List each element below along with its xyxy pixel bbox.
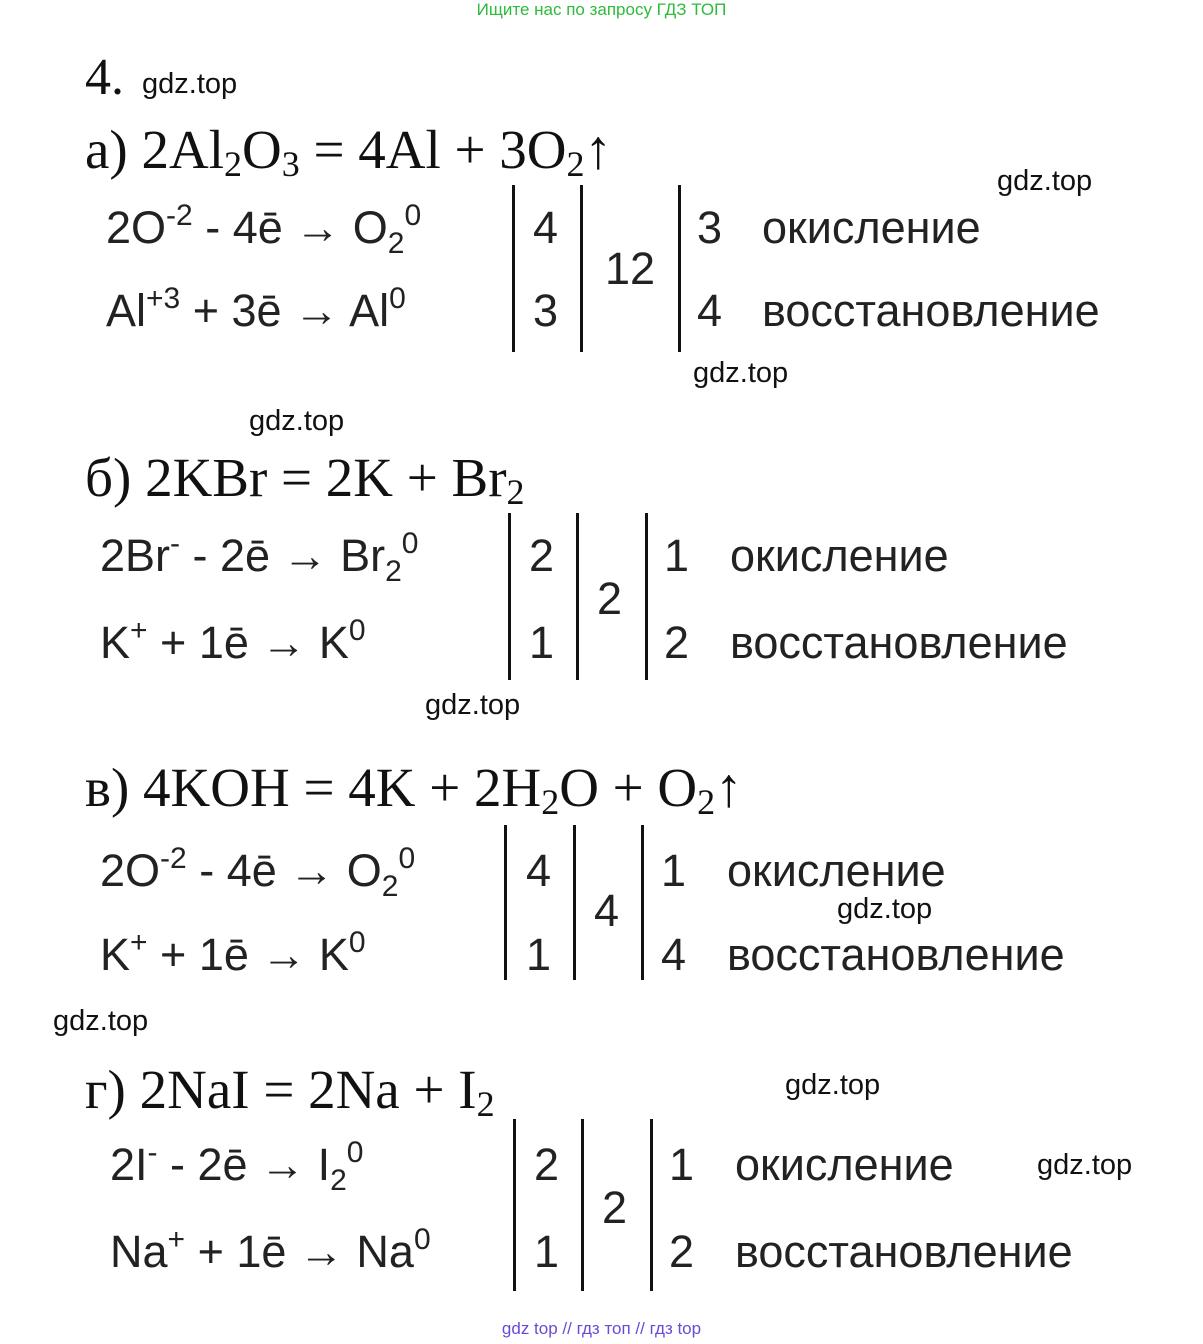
- oxidation-label: окисление: [730, 530, 949, 581]
- balance-divider: [581, 1119, 584, 1291]
- electrons-oxidation: 2: [529, 530, 555, 581]
- reaction-c-equation: в) $4KOH = 4K + 2H_2O$ + $O_2↑$: [85, 757, 743, 822]
- balance-divider: [641, 825, 644, 980]
- balance-divider: [512, 185, 515, 352]
- electrons-oxidation: 4: [533, 202, 559, 253]
- reduction-label: восстановление: [735, 1226, 1073, 1277]
- electrons-reduction: 1: [529, 617, 555, 668]
- reaction-d-reduction-half: Na+ + 1ē → $Na^0$: [110, 1223, 431, 1277]
- balance-divider: [645, 513, 648, 680]
- electrons-reduction: 1: [534, 1226, 560, 1277]
- reaction-b-oxidation-half: 2Br- - 2ē → $Br_2^0$: [100, 527, 419, 588]
- watermark: gdz.top: [1037, 1149, 1133, 1181]
- balance-divider: [508, 513, 511, 680]
- least-common-multiple: 2: [597, 573, 623, 624]
- least-common-multiple: 4: [594, 885, 620, 936]
- balance-divider: [580, 185, 583, 352]
- reduction-label: восстановление: [730, 617, 1068, 668]
- electrons-oxidation: 2: [534, 1139, 560, 1190]
- reaction-b-reduction-half: K+ + 1ē → $K^0$: [100, 614, 366, 668]
- reaction-a-oxidation-half: $2O^{-2}$ - 4ē → $O_2^0$: [106, 199, 422, 260]
- coefficient-oxidation: 1: [669, 1139, 695, 1190]
- watermark: gdz.top: [249, 405, 345, 437]
- coefficient-reduction: 2: [664, 617, 690, 668]
- watermark: gdz.top: [693, 357, 789, 389]
- oxidation-label: окисление: [735, 1139, 954, 1190]
- coefficient-oxidation: 1: [664, 530, 690, 581]
- electrons-oxidation: 4: [526, 845, 552, 896]
- reaction-d-equation: г) $2NaI = 2Na + I_2$: [85, 1059, 495, 1124]
- reaction-a-reduction-half: $Al^{+3}$ + 3ē → $Al^0$: [106, 282, 406, 336]
- watermark: gdz.top: [785, 1069, 881, 1101]
- coefficient-reduction: 4: [661, 929, 687, 980]
- watermark: gdz.top: [142, 68, 238, 100]
- watermark: gdz.top: [837, 893, 933, 925]
- electrons-reduction: 3: [533, 285, 559, 336]
- coefficient-oxidation: 3: [697, 202, 723, 253]
- reaction-c-reduction-half: K+ + 1ē → $K^0$: [100, 926, 366, 980]
- coefficient-reduction: 4: [697, 285, 723, 336]
- electrons-reduction: 1: [526, 929, 552, 980]
- reaction-b-equation: б) $2KBr = 2K + Br_2$: [85, 447, 525, 512]
- balance-divider: [678, 185, 681, 352]
- task-number: 4.: [85, 49, 124, 106]
- reaction-a-equation: а) $2Al_2O_3 = 4Al$ + $3O_2↑$: [85, 119, 612, 184]
- bottom-banner: gdz top // гдз топ // гдз top: [501, 1319, 702, 1338]
- oxidation-label: окисление: [762, 202, 981, 253]
- reaction-d-oxidation-half: 2I- - 2ē → $I_2^0$: [110, 1136, 364, 1197]
- reduction-label: восстановление: [727, 929, 1065, 980]
- reaction-c-oxidation-half: $2O^{-2}$ - 4ē → $O_2^0$: [100, 842, 416, 903]
- coefficient-oxidation: 1: [661, 845, 687, 896]
- watermark: gdz.top: [997, 165, 1093, 197]
- balance-divider: [650, 1119, 653, 1291]
- least-common-multiple: 2: [602, 1182, 628, 1233]
- watermark: gdz.top: [425, 689, 521, 721]
- top-banner: Ищите нас по запросу ГДЗ ТОП: [476, 0, 727, 19]
- watermark: gdz.top: [53, 1005, 149, 1037]
- balance-divider: [573, 825, 576, 980]
- oxidation-label: окисление: [727, 845, 946, 896]
- balance-divider: [504, 825, 507, 980]
- balance-divider: [513, 1119, 516, 1291]
- coefficient-reduction: 2: [669, 1226, 695, 1277]
- balance-divider: [576, 513, 579, 680]
- reduction-label: восстановление: [762, 285, 1100, 336]
- least-common-multiple: 12: [605, 243, 656, 294]
